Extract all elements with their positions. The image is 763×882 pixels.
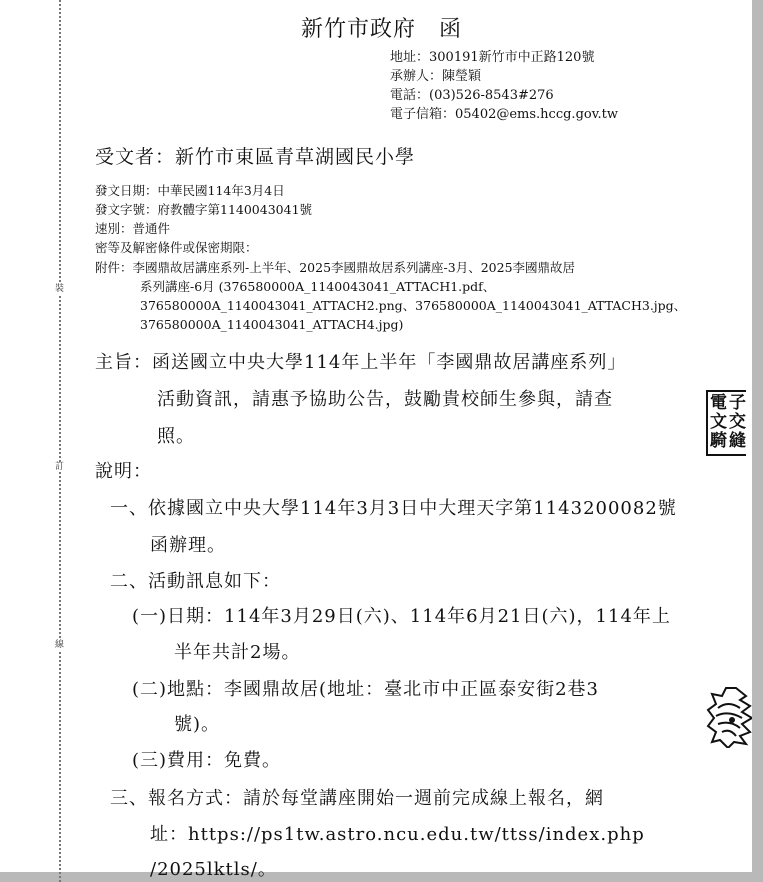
issue-date: 發文日期：中華民國114年3月4日 [95, 183, 285, 198]
stamp-char-6: 縫 [729, 431, 746, 451]
registration-url-line-2[interactable]: /2025lktls/。 [150, 859, 277, 880]
subject-line-3: 照。 [157, 426, 195, 447]
activity-fee: (三)費用：免費。 [132, 750, 282, 771]
electronic-seam-stamp [706, 390, 746, 456]
official-seal-fragment [706, 686, 752, 748]
subject-line-1: 主旨：函送國立中央大學114年上半年「李國鼎故居講座系列」 [95, 352, 627, 373]
attachments-line-2: 系列講座-6月 (376580000A_1140043041_ATTACH1.pdf、 [140, 279, 496, 294]
stamp-char-3: 文 [710, 412, 727, 432]
sender-address: 地址：300191新竹市中正路120號 [390, 50, 595, 65]
explanation-item-2: 二、活動訊息如下： [110, 571, 281, 592]
activity-date-line-1: (一)日期：114年3月29日(六)、114年6月21日(六)，114年上 [132, 606, 671, 627]
stamp-char-4: 交 [729, 412, 746, 432]
attachments-line-4: 376580000A_1140043041_ATTACH4.jpg) [140, 317, 404, 332]
binding-line [59, 0, 61, 882]
page-edge-bottom [0, 872, 763, 882]
attachments-line-1: 附件：李國鼎故居講座系列-上半年、2025李國鼎故居系列講座-3月、2025李國鼎故居 [95, 260, 576, 275]
security-level: 密等及解密條件或保密期限： [95, 240, 258, 255]
page-edge-right [752, 0, 763, 882]
contact-phone: 電話：(03)526-8543#276 [390, 88, 554, 103]
document-number: 發文字號：府教體字第1140043041號 [95, 202, 313, 217]
binding-mark-xian: 線 [55, 640, 65, 650]
explanation-item-1-line-2: 函辦理。 [150, 535, 226, 556]
activity-location-line-1: (二)地點：李國鼎故居(地址：臺北市中正區泰安街2巷3 [132, 679, 599, 700]
binding-mark-ding: 訂 [55, 462, 65, 472]
activity-location-line-2: 號)。 [174, 714, 221, 735]
explanation-heading: 說明： [95, 461, 152, 482]
stamp-char-2: 子 [729, 393, 746, 413]
attachments-line-3: 376580000A_1140043041_ATTACH2.png、376580000A_1140043041_ATTACH3.jpg、 [140, 298, 687, 313]
explanation-item-1-line-1: 一、依據國立中央大學114年3月3日中大理天字第1143200082號 [110, 498, 677, 519]
stamp-char-1: 電 [710, 393, 727, 413]
subject-line-2: 活動資訊，請惠予協助公告，鼓勵貴校師生參與，請查 [157, 389, 613, 410]
stamp-char-5: 騎 [710, 431, 727, 451]
activity-date-line-2: 半年共計2場。 [174, 642, 301, 663]
delivery-speed: 速別：普通件 [95, 221, 171, 236]
document-title: 新竹市政府 函 [300, 17, 462, 42]
registration-url-line-1[interactable]: 址：https://ps1tw.astro.ncu.edu.tw/ttss/index.php [150, 824, 645, 845]
contact-person: 承辦人：陳瑩穎 [390, 69, 482, 84]
recipient: 受文者：新竹市東區青草湖國民小學 [95, 146, 416, 168]
explanation-item-3-line-1: 三、報名方式：請於每堂講座開始一週前完成線上報名，網 [110, 788, 604, 809]
binding-mark-zhuang: 裝 [55, 284, 65, 294]
contact-email: 電子信箱：05402@ems.hccg.gov.tw [390, 107, 619, 122]
